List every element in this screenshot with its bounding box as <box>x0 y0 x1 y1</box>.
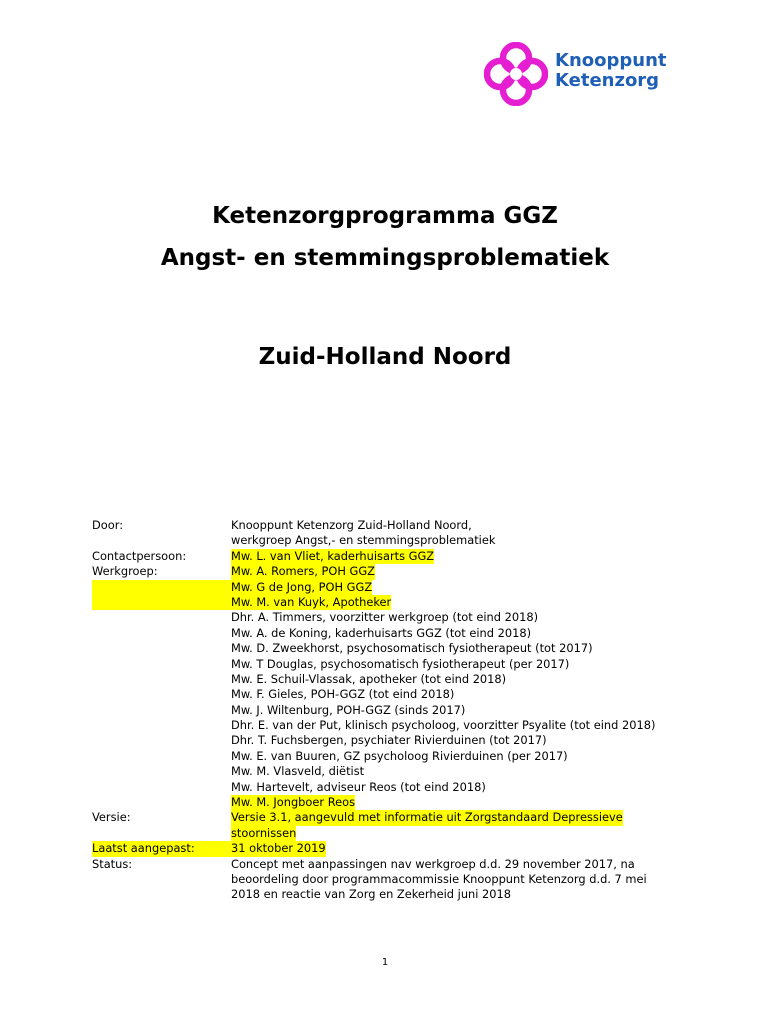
info-row-aangepast <box>92 841 692 856</box>
region-title: Zuid-Holland Noord <box>258 344 512 370</box>
info-row-werkgroep <box>92 641 692 656</box>
werkgroep-member: Mw. M. Vlasveld, diëtist <box>231 764 365 779</box>
werkgroep-member: Mw. E. van Buuren, GZ psycholoog Rivierduinen (per 2017) <box>231 748 568 763</box>
werkgroep-member: Mw. A. de Koning, kaderhuisarts GGZ (tot eind 2018) <box>231 625 532 640</box>
werkgroep-member: Mw. E. Schuil-Vlassak, apotheker (tot eind 2018) <box>231 671 507 686</box>
werkgroep-member: Mw. T Douglas, psychosomatisch fysiotherapeut (per 2017) <box>231 656 570 671</box>
label-highlight <box>92 595 231 610</box>
info-row-werkgroep <box>92 626 692 641</box>
werkgroep-member: Mw. Hartevelt, adviseur Reos (tot eind 2018) <box>231 779 486 794</box>
info-row-werkgroep <box>92 672 692 687</box>
info-row-versie <box>92 810 692 825</box>
info-row-werkgroep <box>92 564 692 579</box>
value-aangepast: 31 oktober 2019 <box>231 841 326 856</box>
label-werkgroep: Werkgroep: <box>92 564 158 579</box>
document-title-line-2: Angst- en stemmingsproblematiek <box>160 245 610 271</box>
werkgroep-member: Mw. A. Romers, POH GGZ <box>231 564 375 579</box>
knot-logo-icon <box>484 42 548 106</box>
info-row-werkgroep <box>92 749 692 764</box>
info-row-werkgroep <box>92 764 692 779</box>
werkgroep-member: Mw. J. Wiltenburg, POH-GGZ (sinds 2017) <box>231 702 466 717</box>
werkgroep-member: Dhr. E. van der Put, klinisch psycholoog, voorzitter Psyalite (tot eind 2018) <box>231 718 656 733</box>
werkgroep-member: Mw. M. van Kuyk, Apotheker <box>231 594 392 609</box>
info-row-werkgroep <box>92 657 692 672</box>
info-row-werkgroep <box>92 703 692 718</box>
value-door-2: werkgroep Angst,- en stemmingsproblematiek <box>231 533 496 548</box>
logo-wordmark <box>555 51 667 91</box>
info-row-werkgroep <box>92 733 692 748</box>
logo-line-2: Ketenzorg <box>555 70 660 91</box>
werkgroep-member: Mw. G de Jong, POH GGZ <box>231 579 373 594</box>
info-row-status-cont <box>92 887 692 902</box>
info-row-werkgroep <box>92 595 692 610</box>
knooppunt-ketenzorg-logo <box>484 42 684 106</box>
label-status: Status: <box>92 856 133 871</box>
document-title-line-1: Ketenzorgprogramma GGZ <box>212 203 558 229</box>
value-contact: Mw. L. van Vliet, kaderhuisarts GGZ <box>231 548 435 563</box>
label-door: Door: <box>92 518 124 532</box>
value-status-2: beoordeling door programmacommissie Knooppunt Ketenzorg d.d. 7 mei <box>231 871 647 886</box>
info-row-werkgroep <box>92 580 692 595</box>
werkgroep-member: Dhr. T. Fuchsbergen, psychiater Rivierduinen (tot 2017) <box>231 733 547 748</box>
werkgroep-member: Mw. F. Gieles, POH-GGZ (tot eind 2018) <box>231 687 455 702</box>
value-versie-1: Versie 3.1, aangevuld met informatie uit Zorgstandaard Depressieve <box>231 810 623 825</box>
werkgroep-member: Dhr. A. Timmers, voorzitter werkgroep (tot eind 2018) <box>231 610 539 625</box>
value-status-1: Concept met aanpassingen nav werkgroep d.d. 29 november 2017, na <box>231 856 635 871</box>
label-aangepast: Laatst aangepast: <box>92 841 195 856</box>
info-row-werkgroep <box>92 610 692 625</box>
werkgroep-member: Mw. D. Zweekhorst, psychosomatisch fysiotherapeut (tot 2017) <box>231 641 593 656</box>
info-row-werkgroep <box>92 687 692 702</box>
value-door-1: Knooppunt Ketenzorg Zuid-Holland Noord, <box>231 518 472 532</box>
werkgroep-member: Mw. M. Jongboer Reos <box>231 795 356 810</box>
info-row-werkgroep <box>92 780 692 795</box>
info-row-status-cont <box>92 872 692 887</box>
label-highlight <box>92 580 231 595</box>
logo-line-1: Knooppunt <box>555 50 667 71</box>
info-row-status <box>92 857 692 872</box>
value-versie-2: stoornissen <box>231 825 297 840</box>
info-row-werkgroep <box>92 718 692 733</box>
label-versie: Versie: <box>92 810 131 825</box>
info-row-contact <box>92 549 692 564</box>
page-number: 1 <box>381 957 389 968</box>
value-status-3: 2018 en reactie van Zorg en Zekerheid juni 2018 <box>231 887 512 902</box>
info-row-door <box>92 518 692 533</box>
document-info-table <box>92 518 692 903</box>
info-row-door-cont <box>92 533 692 548</box>
info-row-werkgroep <box>92 795 692 810</box>
label-contact: Contactpersoon: <box>92 548 187 563</box>
info-row-versie-cont <box>92 826 692 841</box>
